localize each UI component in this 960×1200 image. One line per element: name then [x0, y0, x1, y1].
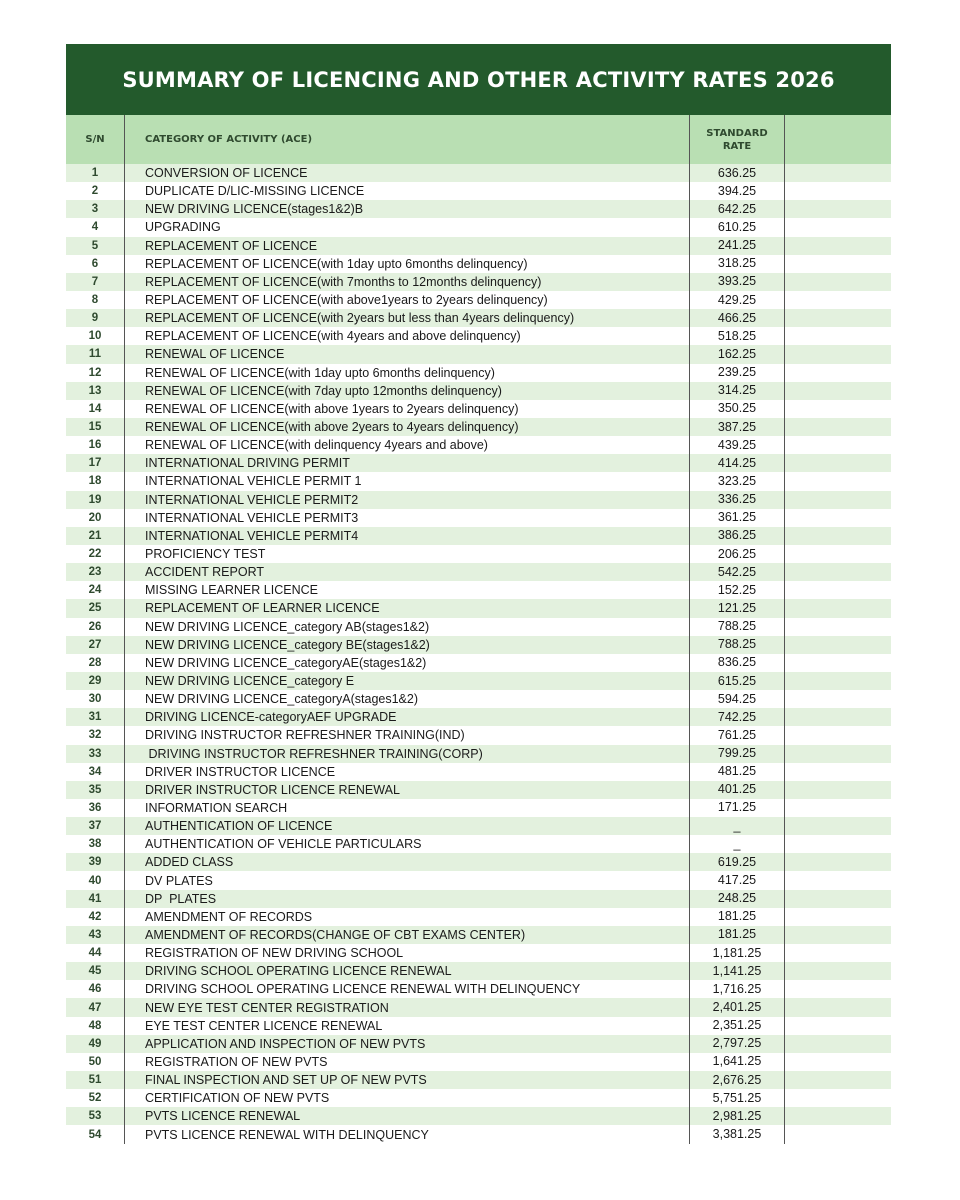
- row-category: PVTS LICENCE RENEWAL: [125, 1107, 690, 1125]
- row-sn: 36: [66, 799, 125, 817]
- table-row: [66, 781, 891, 799]
- row-rate: 742.25: [690, 708, 785, 726]
- table-row: [66, 708, 891, 726]
- row-rate: 361.25: [690, 509, 785, 527]
- row-category: RENEWAL OF LICENCE(with above 1years to 2years delinquency): [125, 400, 690, 418]
- table-row: [66, 1071, 891, 1089]
- row-rate: 610.25: [690, 218, 785, 236]
- row-sn: 28: [66, 654, 125, 672]
- row-empty-cell: [785, 218, 891, 236]
- row-sn: 22: [66, 545, 125, 563]
- row-empty-cell: [785, 327, 891, 345]
- row-category: APPLICATION AND INSPECTION OF NEW PVTS: [125, 1035, 690, 1053]
- row-rate: 387.25: [690, 418, 785, 436]
- row-sn: 47: [66, 998, 125, 1016]
- row-sn: 54: [66, 1125, 125, 1143]
- table-row: [66, 273, 891, 291]
- table-row: [66, 962, 891, 980]
- table-row: [66, 1125, 891, 1143]
- row-rate: 3,381.25: [690, 1125, 785, 1143]
- row-sn: 19: [66, 491, 125, 509]
- row-sn: 6: [66, 255, 125, 273]
- row-rate: 394.25: [690, 182, 785, 200]
- row-sn: 9: [66, 309, 125, 327]
- table-body: [66, 164, 891, 1144]
- header-empty-column: [785, 115, 891, 164]
- row-empty-cell: [785, 509, 891, 527]
- row-rate: 788.25: [690, 636, 785, 654]
- row-empty-cell: [785, 708, 891, 726]
- row-category: ACCIDENT REPORT: [125, 563, 690, 581]
- title-banner: [66, 44, 891, 115]
- row-rate: 836.25: [690, 654, 785, 672]
- row-category: NEW DRIVING LICENCE_category E: [125, 672, 690, 690]
- table-row: [66, 164, 891, 182]
- row-category: RENEWAL OF LICENCE(with 7day upto 12months delinquency): [125, 382, 690, 400]
- row-rate: 439.25: [690, 436, 785, 454]
- row-category: DRIVING SCHOOL OPERATING LICENCE RENEWAL: [125, 962, 690, 980]
- row-sn: 41: [66, 890, 125, 908]
- row-rate: 350.25: [690, 400, 785, 418]
- row-category: REPLACEMENT OF LICENCE(with above1years to 2years delinquency): [125, 291, 690, 309]
- table-row: [66, 545, 891, 563]
- row-category: AUTHENTICATION OF VEHICLE PARTICULARS: [125, 835, 690, 853]
- row-sn: 20: [66, 509, 125, 527]
- row-category: REGISTRATION OF NEW PVTS: [125, 1053, 690, 1071]
- row-sn: 2: [66, 182, 125, 200]
- row-rate: 542.25: [690, 563, 785, 581]
- table-row: [66, 237, 891, 255]
- row-category: DRIVING SCHOOL OPERATING LICENCE RENEWAL WITH DELINQUENCY: [125, 980, 690, 998]
- row-empty-cell: [785, 962, 891, 980]
- table-row: [66, 527, 891, 545]
- row-category: REPLACEMENT OF LICENCE(with 1day upto 6months delinquency): [125, 255, 690, 273]
- table-row: [66, 654, 891, 672]
- row-category: AUTHENTICATION OF LICENCE: [125, 817, 690, 835]
- row-category: ADDED CLASS: [125, 853, 690, 871]
- table-row: [66, 563, 891, 581]
- row-rate: 239.25: [690, 364, 785, 382]
- row-sn: 35: [66, 781, 125, 799]
- row-rate: 799.25: [690, 745, 785, 763]
- table-row: [66, 418, 891, 436]
- table-row: [66, 454, 891, 472]
- row-category: DP PLATES: [125, 890, 690, 908]
- row-empty-cell: [785, 1071, 891, 1089]
- row-rate: 314.25: [690, 382, 785, 400]
- row-sn: 32: [66, 726, 125, 744]
- table-row: [66, 364, 891, 382]
- row-sn: 21: [66, 527, 125, 545]
- table-row: [66, 309, 891, 327]
- row-rate: _: [690, 817, 785, 835]
- row-category: NEW DRIVING LICENCE(stages1&2)B: [125, 200, 690, 218]
- table-row: [66, 1053, 891, 1071]
- row-rate: 2,981.25: [690, 1107, 785, 1125]
- row-empty-cell: [785, 908, 891, 926]
- row-category: NEW DRIVING LICENCE_categoryAE(stages1&2): [125, 654, 690, 672]
- row-category: AMENDMENT OF RECORDS(CHANGE OF CBT EXAMS CENTER): [125, 926, 690, 944]
- row-sn: 45: [66, 962, 125, 980]
- row-sn: 15: [66, 418, 125, 436]
- row-category: REGISTRATION OF NEW DRIVING SCHOOL: [125, 944, 690, 962]
- row-empty-cell: [785, 273, 891, 291]
- table-row: [66, 581, 891, 599]
- row-sn: 46: [66, 980, 125, 998]
- row-category: EYE TEST CENTER LICENCE RENEWAL: [125, 1017, 690, 1035]
- row-sn: 43: [66, 926, 125, 944]
- row-empty-cell: [785, 871, 891, 889]
- row-rate: 2,351.25: [690, 1017, 785, 1035]
- row-rate: 2,401.25: [690, 998, 785, 1016]
- row-sn: 53: [66, 1107, 125, 1125]
- row-empty-cell: [785, 255, 891, 273]
- row-empty-cell: [785, 491, 891, 509]
- row-sn: 34: [66, 763, 125, 781]
- table-row: [66, 472, 891, 490]
- table-row: [66, 763, 891, 781]
- row-category: UPGRADING: [125, 218, 690, 236]
- table-row: [66, 908, 891, 926]
- row-empty-cell: [785, 781, 891, 799]
- table-row: [66, 926, 891, 944]
- row-rate: 393.25: [690, 273, 785, 291]
- row-category: INTERNATIONAL VEHICLE PERMIT4: [125, 527, 690, 545]
- row-empty-cell: [785, 618, 891, 636]
- row-rate: 318.25: [690, 255, 785, 273]
- row-empty-cell: [785, 1125, 891, 1143]
- row-sn: 29: [66, 672, 125, 690]
- row-sn: 1: [66, 164, 125, 182]
- table-row: [66, 382, 891, 400]
- row-rate: 121.25: [690, 599, 785, 617]
- table-row: [66, 618, 891, 636]
- row-sn: 17: [66, 454, 125, 472]
- table-row: [66, 871, 891, 889]
- table-row: [66, 817, 891, 835]
- row-category: INTERNATIONAL DRIVING PERMIT: [125, 454, 690, 472]
- row-rate: 417.25: [690, 871, 785, 889]
- table-row: [66, 745, 891, 763]
- table-row: [66, 182, 891, 200]
- row-sn: 51: [66, 1071, 125, 1089]
- row-rate: 386.25: [690, 527, 785, 545]
- row-empty-cell: [785, 581, 891, 599]
- row-category: RENEWAL OF LICENCE(with 1day upto 6months delinquency): [125, 364, 690, 382]
- row-rate: 401.25: [690, 781, 785, 799]
- row-category: DRIVING LICENCE-categoryAEF UPGRADE: [125, 708, 690, 726]
- row-empty-cell: [785, 436, 891, 454]
- row-sn: 27: [66, 636, 125, 654]
- row-sn: 31: [66, 708, 125, 726]
- row-category: REPLACEMENT OF LICENCE: [125, 237, 690, 255]
- row-sn: 11: [66, 345, 125, 363]
- row-empty-cell: [785, 182, 891, 200]
- table-row: [66, 491, 891, 509]
- row-sn: 25: [66, 599, 125, 617]
- row-empty-cell: [785, 835, 891, 853]
- row-empty-cell: [785, 1053, 891, 1071]
- header-category: CATEGORY OF ACTIVITY (ACE): [125, 115, 690, 164]
- row-category: CONVERSION OF LICENCE: [125, 164, 690, 182]
- row-empty-cell: [785, 654, 891, 672]
- row-category: RENEWAL OF LICENCE(with above 2years to 4years delinquency): [125, 418, 690, 436]
- row-category: NEW DRIVING LICENCE_category AB(stages1&2): [125, 618, 690, 636]
- row-rate: _: [690, 835, 785, 853]
- row-sn: 30: [66, 690, 125, 708]
- row-empty-cell: [785, 745, 891, 763]
- row-category: INTERNATIONAL VEHICLE PERMIT2: [125, 491, 690, 509]
- row-rate: 171.25: [690, 799, 785, 817]
- row-category: FINAL INSPECTION AND SET UP OF NEW PVTS: [125, 1071, 690, 1089]
- row-rate: 152.25: [690, 581, 785, 599]
- table-row: [66, 218, 891, 236]
- row-category: DRIVER INSTRUCTOR LICENCE RENEWAL: [125, 781, 690, 799]
- row-empty-cell: [785, 1089, 891, 1107]
- page-title: SUMMARY OF LICENCING AND OTHER ACTIVITY RATES 2026: [122, 67, 835, 92]
- row-rate: 466.25: [690, 309, 785, 327]
- row-empty-cell: [785, 998, 891, 1016]
- row-sn: 24: [66, 581, 125, 599]
- row-category: RENEWAL OF LICENCE(with delinquency 4years and above): [125, 436, 690, 454]
- row-category: DUPLICATE D/LIC-MISSING LICENCE: [125, 182, 690, 200]
- row-rate: 241.25: [690, 237, 785, 255]
- row-rate: 206.25: [690, 545, 785, 563]
- row-rate: 1,141.25: [690, 962, 785, 980]
- row-sn: 44: [66, 944, 125, 962]
- table-row: [66, 400, 891, 418]
- row-sn: 13: [66, 382, 125, 400]
- row-empty-cell: [785, 763, 891, 781]
- row-sn: 49: [66, 1035, 125, 1053]
- table-row: [66, 1089, 891, 1107]
- row-empty-cell: [785, 1107, 891, 1125]
- row-empty-cell: [785, 599, 891, 617]
- row-rate: 1,181.25: [690, 944, 785, 962]
- row-empty-cell: [785, 400, 891, 418]
- row-category: DRIVER INSTRUCTOR LICENCE: [125, 763, 690, 781]
- row-category: PROFICIENCY TEST: [125, 545, 690, 563]
- row-category: AMENDMENT OF RECORDS: [125, 908, 690, 926]
- row-sn: 42: [66, 908, 125, 926]
- row-category: PVTS LICENCE RENEWAL WITH DELINQUENCY: [125, 1125, 690, 1143]
- table-row: [66, 980, 891, 998]
- row-sn: 12: [66, 364, 125, 382]
- header-sn: S/N: [66, 115, 125, 164]
- row-rate: 162.25: [690, 345, 785, 363]
- row-rate: 619.25: [690, 853, 785, 871]
- row-empty-cell: [785, 926, 891, 944]
- row-empty-cell: [785, 690, 891, 708]
- row-rate: 788.25: [690, 618, 785, 636]
- row-empty-cell: [785, 563, 891, 581]
- row-empty-cell: [785, 726, 891, 744]
- row-rate: 414.25: [690, 454, 785, 472]
- row-empty-cell: [785, 853, 891, 871]
- row-category: DV PLATES: [125, 871, 690, 889]
- row-rate: 642.25: [690, 200, 785, 218]
- row-category: REPLACEMENT OF LICENCE(with 2years but less than 4years delinquency): [125, 309, 690, 327]
- row-rate: 481.25: [690, 763, 785, 781]
- row-empty-cell: [785, 291, 891, 309]
- row-rate: 1,716.25: [690, 980, 785, 998]
- row-empty-cell: [785, 164, 891, 182]
- row-rate: 5,751.25: [690, 1089, 785, 1107]
- row-empty-cell: [785, 472, 891, 490]
- row-rate: 1,641.25: [690, 1053, 785, 1071]
- row-empty-cell: [785, 1035, 891, 1053]
- row-empty-cell: [785, 799, 891, 817]
- table-row: [66, 345, 891, 363]
- row-category: REPLACEMENT OF LICENCE(with 4years and above delinquency): [125, 327, 690, 345]
- row-category: NEW DRIVING LICENCE_category BE(stages1&2): [125, 636, 690, 654]
- table-row: [66, 291, 891, 309]
- row-sn: 16: [66, 436, 125, 454]
- row-sn: 52: [66, 1089, 125, 1107]
- table-row: [66, 890, 891, 908]
- row-rate: 181.25: [690, 908, 785, 926]
- row-rate: 594.25: [690, 690, 785, 708]
- row-rate: 615.25: [690, 672, 785, 690]
- table-row: [66, 690, 891, 708]
- row-rate: 323.25: [690, 472, 785, 490]
- row-sn: 50: [66, 1053, 125, 1071]
- row-empty-cell: [785, 817, 891, 835]
- row-empty-cell: [785, 545, 891, 563]
- row-sn: 18: [66, 472, 125, 490]
- row-rate: 336.25: [690, 491, 785, 509]
- row-category: DRIVING INSTRUCTOR REFRESHNER TRAINING(CORP): [125, 745, 690, 763]
- table-row: [66, 1035, 891, 1053]
- row-sn: 26: [66, 618, 125, 636]
- row-rate: 248.25: [690, 890, 785, 908]
- row-category: INTERNATIONAL VEHICLE PERMIT3: [125, 509, 690, 527]
- row-empty-cell: [785, 890, 891, 908]
- row-empty-cell: [785, 364, 891, 382]
- table-row: [66, 726, 891, 744]
- table-row: [66, 436, 891, 454]
- row-empty-cell: [785, 200, 891, 218]
- table-row: [66, 509, 891, 527]
- row-rate: 2,797.25: [690, 1035, 785, 1053]
- rates-table: [66, 115, 891, 1144]
- row-sn: 39: [66, 853, 125, 871]
- table-row: [66, 799, 891, 817]
- row-empty-cell: [785, 237, 891, 255]
- table-row: [66, 636, 891, 654]
- row-rate: 636.25: [690, 164, 785, 182]
- row-sn: 40: [66, 871, 125, 889]
- table-row: [66, 998, 891, 1016]
- row-empty-cell: [785, 944, 891, 962]
- table-row: [66, 599, 891, 617]
- table-row: [66, 1017, 891, 1035]
- row-category: RENEWAL OF LICENCE: [125, 345, 690, 363]
- row-category: MISSING LEARNER LICENCE: [125, 581, 690, 599]
- row-sn: 33: [66, 745, 125, 763]
- row-sn: 8: [66, 291, 125, 309]
- table-row: [66, 327, 891, 345]
- row-category: NEW EYE TEST CENTER REGISTRATION: [125, 998, 690, 1016]
- row-sn: 37: [66, 817, 125, 835]
- row-empty-cell: [785, 672, 891, 690]
- row-empty-cell: [785, 527, 891, 545]
- row-rate: 181.25: [690, 926, 785, 944]
- row-sn: 4: [66, 218, 125, 236]
- table-header: [66, 115, 891, 164]
- table-row: [66, 835, 891, 853]
- row-empty-cell: [785, 1017, 891, 1035]
- row-category: INTERNATIONAL VEHICLE PERMIT 1: [125, 472, 690, 490]
- table-row: [66, 672, 891, 690]
- row-category: REPLACEMENT OF LEARNER LICENCE: [125, 599, 690, 617]
- row-sn: 3: [66, 200, 125, 218]
- row-empty-cell: [785, 418, 891, 436]
- row-category: DRIVING INSTRUCTOR REFRESHNER TRAINING(IND): [125, 726, 690, 744]
- row-sn: 5: [66, 237, 125, 255]
- row-empty-cell: [785, 454, 891, 472]
- row-sn: 48: [66, 1017, 125, 1035]
- row-rate: 518.25: [690, 327, 785, 345]
- row-empty-cell: [785, 309, 891, 327]
- row-category: INFORMATION SEARCH: [125, 799, 690, 817]
- row-empty-cell: [785, 382, 891, 400]
- row-sn: 38: [66, 835, 125, 853]
- row-sn: 7: [66, 273, 125, 291]
- table-row: [66, 255, 891, 273]
- row-sn: 14: [66, 400, 125, 418]
- row-sn: 23: [66, 563, 125, 581]
- row-category: REPLACEMENT OF LICENCE(with 7months to 12months delinquency): [125, 273, 690, 291]
- row-rate: 2,676.25: [690, 1071, 785, 1089]
- table-row: [66, 200, 891, 218]
- row-empty-cell: [785, 345, 891, 363]
- row-category: NEW DRIVING LICENCE_categoryA(stages1&2): [125, 690, 690, 708]
- table-row: [66, 1107, 891, 1125]
- row-rate: 761.25: [690, 726, 785, 744]
- table-row: [66, 944, 891, 962]
- row-empty-cell: [785, 980, 891, 998]
- row-empty-cell: [785, 636, 891, 654]
- row-rate: 429.25: [690, 291, 785, 309]
- header-rate: STANDARD RATE: [690, 115, 785, 164]
- row-category: CERTIFICATION OF NEW PVTS: [125, 1089, 690, 1107]
- row-sn: 10: [66, 327, 125, 345]
- table-row: [66, 853, 891, 871]
